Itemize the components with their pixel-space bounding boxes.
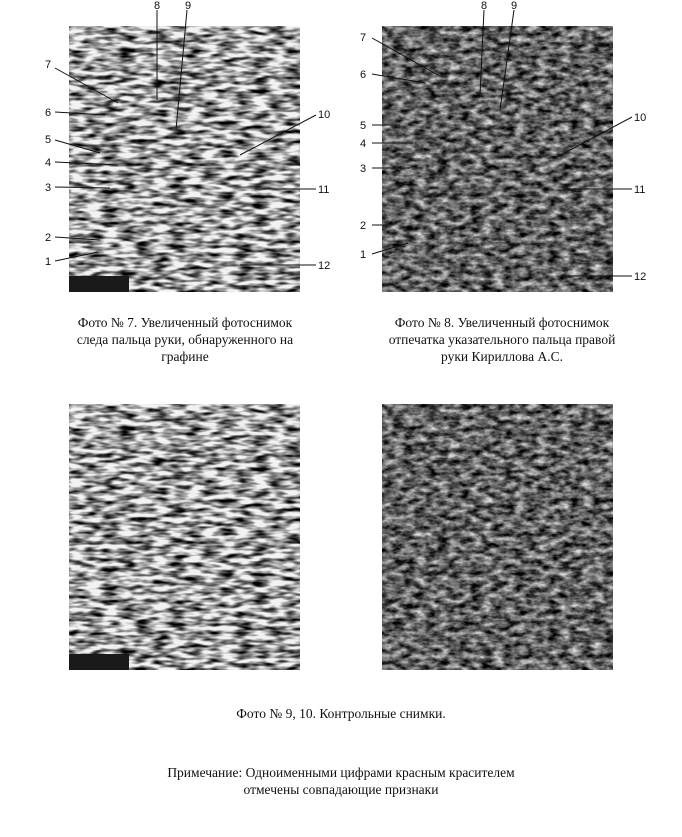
marker-left-10: 10 [318,109,331,121]
marker-left-7: 7 [45,59,52,71]
marker-right-10: 10 [634,112,647,124]
marker-right-3: 3 [360,163,367,175]
photo-7-caption [40,314,330,365]
control-caption-text: Фото № 9, 10. Контрольные снимки. [236,706,446,721]
marker-left-11: 11 [318,184,330,196]
marker-left-2: 2 [45,232,52,244]
marker-right-12: 12 [634,271,647,283]
photo-7-caption-line-2: следа пальца руки, обнаруженного на [76,332,294,347]
photo-8-caption-line-2: отпечатка указательного пальца правой [388,332,616,347]
marker-left-5: 5 [45,134,52,146]
marker-right-5: 5 [360,120,367,132]
marker-left-4: 4 [45,157,52,169]
marker-right-9: 9 [511,0,518,12]
photo-8-caption-line-1: Фото № 8. Увеличенный фотоснимок [394,315,610,330]
marker-left-1: 1 [45,256,52,268]
photo-8-caption [352,314,652,365]
photo-8-inked-print [382,26,613,292]
note [0,764,682,798]
photo-7-caption-line-1: Фото № 7. Увеличенный фотоснимок [77,315,293,330]
marker-right-11: 11 [634,184,646,196]
marker-left-9: 9 [185,0,192,12]
note-line-2: отмечены совпадающие признаки [243,782,439,797]
note-line-1: Примечание: Одноименными цифрами красным красителем [167,765,515,780]
photo-7-latent-print [69,26,300,292]
marker-right-7: 7 [360,32,367,44]
marker-right-6: 6 [360,69,367,81]
photo-10-control-inked [382,404,613,670]
marker-right-2: 2 [360,220,367,232]
photo-9-control-latent [69,404,300,670]
marker-left-12: 12 [318,260,331,272]
marker-left-8: 8 [154,0,161,12]
photo-7-caption-line-3: графине [161,349,209,364]
marker-right-1: 1 [360,249,367,261]
photo-8-caption-line-3: руки Кириллова А.С. [441,349,563,364]
marker-right-8: 8 [481,0,488,12]
marker-left-3: 3 [45,182,52,194]
marker-right-4: 4 [360,138,367,150]
control-photos-caption [0,705,682,722]
marker-left-6: 6 [45,107,52,119]
